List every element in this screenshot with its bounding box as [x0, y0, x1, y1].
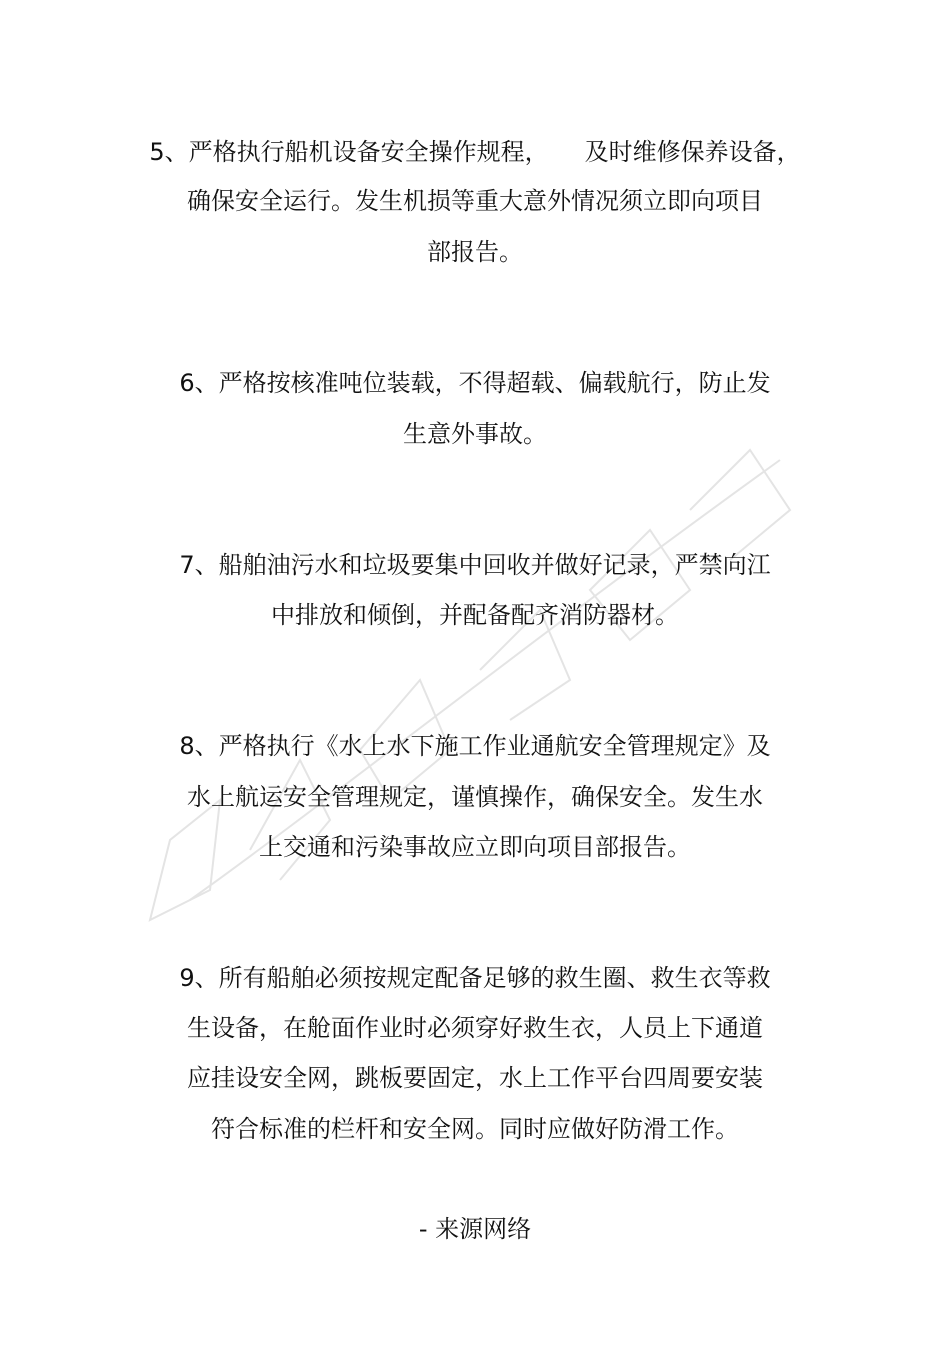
- source-footer: - 来源网络: [418, 1215, 532, 1243]
- item-9-line-2: 生设备，在舱面作业时必须穿好救生衣，人员上下通道: [187, 1014, 763, 1042]
- item-5-line-3: 部报告。: [427, 238, 523, 266]
- item-7-line-2: 中排放和倾倒，并配备配齐消防器材。: [271, 601, 679, 629]
- item-5-line-2: 确保安全运行。发生机损等重大意外情况须立即向项目: [187, 187, 763, 215]
- item-6-line-2: 生意外事故。: [403, 420, 547, 448]
- item-7-line-1: 7、船舶油污水和垃圾要集中回收并做好记录，严禁向江: [179, 551, 771, 579]
- item-9-line-1: 9、所有船舶必须按规定配备足够的救生圈、救生衣等救: [179, 964, 771, 992]
- item-8-line-3: 上交通和污染事故应立即向项目部报告。: [259, 833, 691, 861]
- item-8-line-2: 水上航运安全管理规定，谨慎操作，确保安全。发生水: [187, 783, 763, 811]
- item-8-line-1: 8、严格执行《水上水下施工作业通航安全管理规定》及: [179, 732, 771, 760]
- item-6-line-1: 6、严格按核准吨位装载，不得超载、偏载航行，防止发: [179, 369, 771, 397]
- item-9-line-3: 应挂设安全网，跳板要固定，水上工作平台四周要安装: [187, 1064, 763, 1092]
- item-9-line-4: 符合标准的栏杆和安全网。同时应做好防滑工作。: [211, 1115, 739, 1143]
- watermark-graphic: [130, 420, 830, 940]
- item-5-line-1: 5、严格执行船机设备安全操作规程， 及时维修保养设备，: [149, 138, 801, 166]
